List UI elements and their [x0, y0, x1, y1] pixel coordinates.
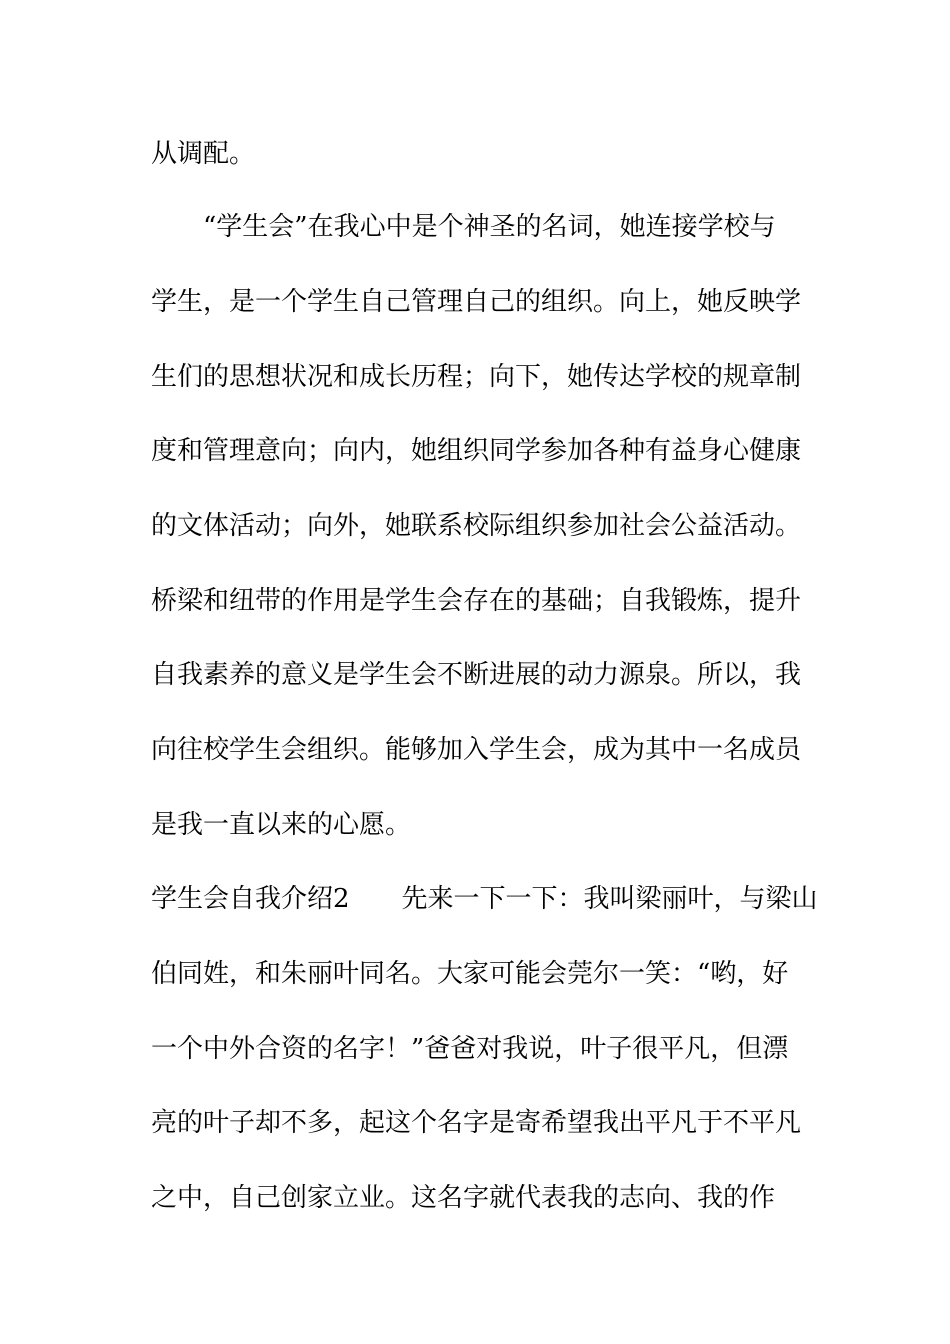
text-line-5: 度和管理意向；向内，她组织同学参加各种有益身心健康 [151, 436, 802, 466]
text-line-9: 向往校学生会组织。能够加入学生会，成为其中一名成员 [151, 735, 802, 765]
text-line-7: 桥梁和纽带的作用是学生会存在的基础；自我锻炼，提升 [151, 586, 802, 616]
text-line-2: “学生会”在我心中是个神圣的名词，她连接学校与 [151, 212, 776, 242]
text-line-10: 是我一直以来的心愿。 [151, 810, 412, 840]
text-line-12: 伯同姓，和朱丽叶同名。大家可能会莞尔一笑：“哟，好 [151, 959, 789, 989]
text-line-8: 自我素养的意义是学生会不断进展的动力源泉。所以，我 [151, 660, 802, 690]
text-line-15: 之中，自己创家立业。这名字就代表我的志向、我的作 [151, 1183, 776, 1213]
text-line-1: 从调配。 [151, 139, 256, 169]
text-line-14: 亮的叶子却不多，起这个名字是寄希望我出平凡于不平凡 [151, 1108, 802, 1138]
text-line-11: 学生会自我介绍2 先来一下一下：我叫梁丽叶，与梁山 [151, 884, 818, 914]
text-line-4: 生们的思想状况和成长历程；向下，她传达学校的规章制 [151, 362, 802, 392]
text-line-3: 学生，是一个学生自己管理自己的组织。向上，她反映学 [151, 287, 802, 317]
text-line-6: 的文体活动；向外，她联系校际组织参加社会公益活动。 [151, 511, 802, 541]
text-line-13: 一个中外合资的名字！”爸爸对我说，叶子很平凡，但漂 [151, 1034, 789, 1064]
